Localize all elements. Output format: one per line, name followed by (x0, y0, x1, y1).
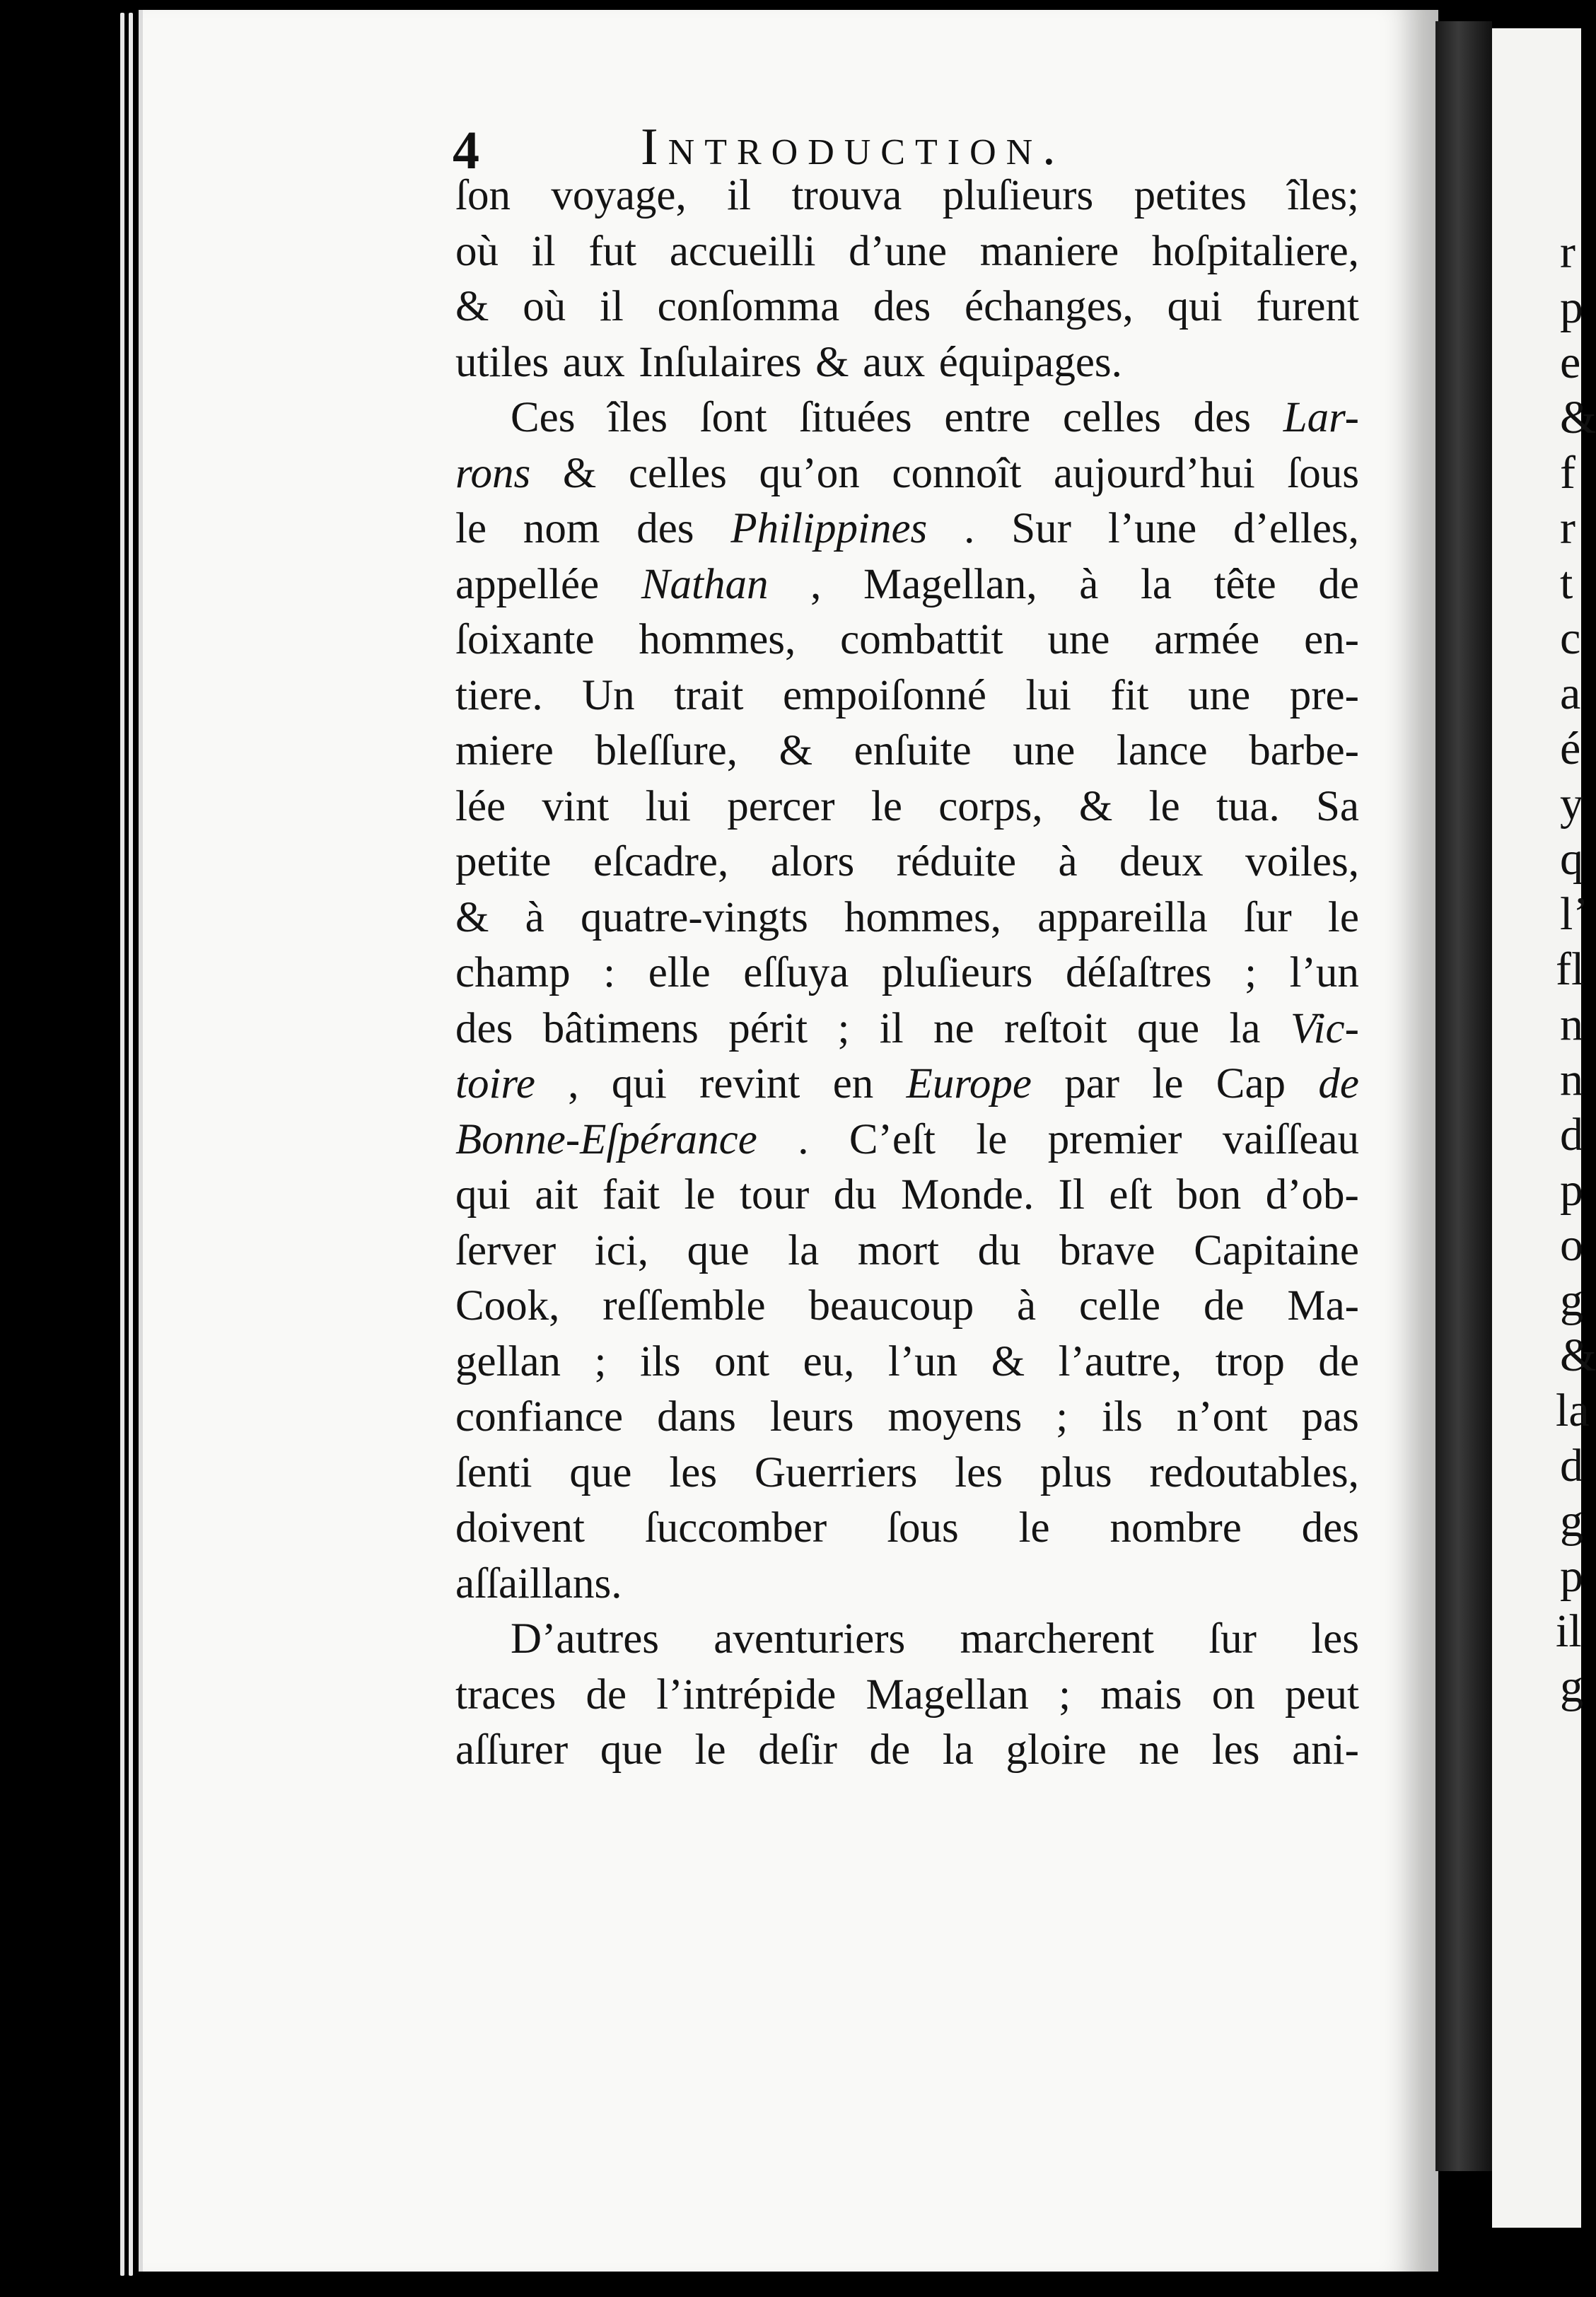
body-text (455, 168, 1359, 1779)
facing-page-letter: d (1560, 1109, 1583, 1161)
word: Monde. (901, 1171, 1035, 1219)
word: trait (674, 671, 744, 719)
word: ani- (1292, 1726, 1359, 1774)
word: le (1148, 782, 1180, 830)
word: armée (1154, 616, 1260, 663)
word: elle (648, 949, 711, 996)
word: une (1188, 671, 1251, 719)
word: eſt (1109, 1171, 1153, 1219)
word: l’un (887, 1337, 958, 1385)
word: Sur (1011, 505, 1071, 552)
word: pre- (1289, 671, 1359, 719)
word: de (1318, 1060, 1359, 1107)
word: marcherent (960, 1615, 1154, 1663)
word: Europe (906, 1060, 1032, 1107)
text-line (455, 1057, 1359, 1112)
word: , (568, 1060, 579, 1107)
word: ici, (594, 1226, 649, 1274)
word: la (788, 1226, 820, 1274)
text-line (455, 446, 1359, 502)
word: que (687, 1226, 750, 1274)
word: l’intrépide (656, 1670, 837, 1719)
word: eſſuya (743, 949, 849, 996)
word: les (955, 1448, 1003, 1496)
word: des (1193, 394, 1251, 441)
word: voyage, (551, 172, 687, 219)
word: deſir (758, 1726, 837, 1774)
word: l’un (1289, 949, 1359, 996)
word: moyens (887, 1393, 1023, 1441)
facing-page-letter: r (1560, 502, 1575, 554)
word: la (942, 1726, 974, 1774)
word: pluſieurs (942, 172, 1094, 219)
word: champ (455, 949, 571, 996)
facing-page-letter: y (1560, 778, 1583, 830)
word: des (636, 505, 694, 552)
word: quatre-vingts (580, 893, 808, 941)
word: ils (1102, 1393, 1143, 1441)
word: confiance (455, 1393, 624, 1441)
word: que (600, 1726, 663, 1774)
word: mort (857, 1226, 940, 1274)
word: rons (455, 449, 531, 497)
facing-page-letter: il (1556, 1605, 1582, 1657)
facing-page-letter: q (1560, 833, 1583, 885)
word: le (1152, 1060, 1184, 1107)
text-line (455, 279, 1359, 335)
word: lui (645, 782, 691, 830)
word: . (798, 1115, 809, 1163)
text-line (455, 612, 1359, 668)
word: trouva (791, 172, 902, 219)
word: maniere (979, 227, 1119, 275)
word: le (684, 1171, 716, 1219)
facing-page-letter: p (1560, 1550, 1583, 1602)
word: percer (727, 782, 835, 830)
word: une (1013, 727, 1076, 774)
word: eſcadre, (593, 838, 729, 885)
word: leurs (769, 1393, 854, 1441)
word: appareilla (1037, 893, 1208, 941)
word: revint (699, 1060, 800, 1107)
page-stack-edge (120, 13, 124, 2276)
word: brave (1059, 1226, 1155, 1274)
word: enſuite (854, 727, 972, 774)
word: Sa (1316, 782, 1359, 830)
word: Ma- (1287, 1282, 1359, 1330)
word: doivent (455, 1504, 585, 1552)
word: il (599, 283, 624, 330)
word: Inſulaires (639, 338, 802, 386)
word: qui (455, 1171, 511, 1219)
word: Philippines (730, 505, 928, 552)
word: gloire (1006, 1726, 1107, 1774)
word: qui (1167, 283, 1223, 330)
word: eu, (803, 1337, 855, 1385)
word: ſituées (799, 394, 912, 441)
word: ; (1059, 1670, 1071, 1719)
word: de (1203, 1282, 1245, 1330)
word: voiles, (1245, 838, 1359, 885)
word: ſur (1243, 893, 1292, 941)
facing-page-fragment (1492, 28, 1596, 2228)
word: du (833, 1171, 877, 1219)
word: Magellan, (863, 560, 1037, 608)
word: ſenti (455, 1448, 532, 1496)
word: le (455, 505, 487, 552)
word: ſuccomber (644, 1504, 827, 1552)
facing-page-letter: g (1560, 1274, 1583, 1326)
facing-page-letter: n (1560, 1054, 1583, 1105)
word: Bonne-Eſpérance (455, 1115, 757, 1163)
facing-page-letter: l’ (1560, 888, 1589, 940)
word: la (1140, 560, 1172, 608)
word: de (869, 1726, 911, 1774)
word: des (1301, 1504, 1359, 1552)
word: petites (1134, 172, 1247, 219)
word: qui (611, 1060, 667, 1107)
word: plus (1039, 1448, 1112, 1496)
text-line (455, 501, 1359, 557)
word: le (1018, 1504, 1050, 1552)
word: réduite (896, 838, 1017, 885)
word: il (879, 1004, 904, 1052)
word: lance (1116, 727, 1208, 774)
word: vaiſſeau (1222, 1115, 1359, 1163)
word: aujourd’hui (1054, 449, 1255, 497)
word: connoît (892, 449, 1022, 497)
text-line (455, 1168, 1359, 1223)
word: à (525, 893, 544, 941)
book-gutter (1435, 21, 1492, 2171)
word: Nathan (641, 560, 769, 608)
word: tour (740, 1171, 810, 1219)
text-line (455, 946, 1359, 1001)
word: C’eſt (849, 1115, 936, 1163)
word: lui (1025, 671, 1071, 719)
text-line (455, 1001, 1359, 1057)
word: par (1064, 1060, 1120, 1107)
word: combattit (840, 616, 1003, 663)
word: la (1229, 1004, 1261, 1052)
word: ſous (887, 1504, 959, 1552)
word: miere (455, 727, 554, 774)
word: le (870, 782, 902, 830)
word: celles (1063, 394, 1161, 441)
text-line (455, 224, 1359, 280)
word: l’une (1107, 505, 1197, 552)
text-line (455, 335, 1359, 391)
word: peut (1284, 1670, 1359, 1719)
text-line (455, 890, 1359, 946)
word: aſſaillans. (455, 1559, 622, 1607)
facing-page-letter: c (1560, 612, 1581, 664)
word: vint (542, 782, 610, 830)
word: échanges, (965, 283, 1134, 330)
word: une (1047, 616, 1110, 663)
word: Il (1058, 1171, 1085, 1219)
word: ſous (1287, 449, 1359, 497)
word: hoſpitaliere, (1151, 227, 1359, 275)
text-line (455, 1334, 1359, 1390)
facing-page-letter: n (1560, 999, 1583, 1050)
word: redoutables, (1149, 1448, 1359, 1496)
word: & (991, 1337, 1025, 1385)
word: îles (607, 394, 668, 441)
word: ; (1245, 949, 1257, 996)
word: il (727, 172, 752, 219)
word: le (1327, 893, 1359, 941)
page-stack-edge (129, 13, 133, 2276)
word: celle (1078, 1282, 1161, 1330)
word: l’autre, (1058, 1337, 1182, 1385)
word: qu’on (759, 449, 860, 497)
word: aſſurer (455, 1726, 569, 1774)
facing-page-letter: & (1560, 1330, 1596, 1381)
word: tiere. (455, 671, 543, 719)
word: ſur (1208, 1615, 1257, 1663)
word: îles; (1287, 172, 1359, 219)
facing-page-letter: t (1560, 557, 1573, 609)
word: & (779, 727, 813, 774)
word: ; (1056, 1393, 1068, 1441)
word: bâtimens (542, 1004, 699, 1052)
word: reſtoit (1003, 1004, 1107, 1052)
word: n’ont (1176, 1393, 1268, 1441)
word: aventuriers (713, 1615, 906, 1663)
word: appellée (455, 560, 600, 608)
text-line (455, 168, 1359, 224)
word: à (1017, 1282, 1037, 1330)
word: tête (1213, 560, 1276, 608)
word: fit (1110, 671, 1149, 719)
word: en- (1304, 616, 1359, 663)
word: fut (588, 227, 637, 275)
word: celles (628, 449, 727, 497)
facing-page-letter: g (1560, 1495, 1583, 1547)
facing-page-letter: a (1560, 668, 1581, 719)
facing-page-letter: & (1560, 392, 1596, 443)
word: alors (770, 838, 855, 885)
text-line (455, 1390, 1359, 1446)
word: les (1211, 1726, 1260, 1774)
facing-page-letter: g (1560, 1661, 1583, 1712)
word: , (810, 560, 822, 608)
word: de (1318, 560, 1359, 608)
word: premier (1047, 1115, 1182, 1163)
word: Vic- (1290, 1004, 1359, 1052)
word: pas (1301, 1393, 1359, 1441)
word: furent (1256, 283, 1359, 330)
facing-page-letter: r (1560, 226, 1575, 278)
word: que (1137, 1004, 1200, 1052)
text-line (455, 835, 1359, 890)
word: de (1318, 1337, 1359, 1385)
word: du (977, 1226, 1021, 1274)
word: traces (455, 1670, 557, 1719)
word: & (1078, 782, 1113, 830)
word: mais (1100, 1670, 1182, 1719)
word: beaucoup (808, 1282, 974, 1330)
facing-page-letter: d (1560, 1440, 1583, 1491)
word: D’autres (511, 1615, 660, 1663)
word: à (1058, 838, 1078, 885)
text-line (455, 1612, 1359, 1668)
word: on (1211, 1670, 1255, 1719)
word: : (603, 949, 616, 996)
word: où (455, 227, 499, 275)
word: lée (455, 782, 506, 830)
word: nom (523, 505, 600, 552)
word: Capitaine (1194, 1226, 1359, 1274)
word: ſont (699, 394, 767, 441)
word: . (964, 505, 975, 552)
word: d’ob- (1265, 1171, 1359, 1219)
text-line (455, 1723, 1359, 1779)
text-line (455, 1668, 1359, 1723)
word: où (523, 283, 566, 330)
word: trop (1215, 1337, 1285, 1385)
facing-page-letter: e (1560, 337, 1581, 388)
word: conſomma (657, 283, 840, 330)
word: les (1311, 1615, 1359, 1663)
text-line (455, 1501, 1359, 1557)
word: & (455, 283, 489, 330)
word: accueilli (669, 227, 816, 275)
facing-page-letter: f (1560, 447, 1575, 499)
word: bon (1176, 1171, 1242, 1219)
word: petite (455, 838, 552, 885)
word: il (531, 227, 556, 275)
facing-page-letter: p (1560, 1164, 1583, 1216)
word: hommes, (639, 616, 796, 663)
word: ait (535, 1171, 578, 1219)
text-line (455, 668, 1359, 724)
word: Ces (511, 394, 576, 441)
facing-page-letter: é (1560, 723, 1581, 774)
word: des (873, 283, 931, 330)
word: à (1079, 560, 1099, 608)
word: Un (582, 671, 635, 719)
word: ſoixante (455, 616, 595, 663)
word: ; (594, 1337, 607, 1385)
word: reſſemble (602, 1282, 766, 1330)
word: Magellan (866, 1670, 1029, 1719)
word: barbe- (1249, 727, 1359, 774)
word: ne (933, 1004, 974, 1052)
facing-page-letter: la (1556, 1385, 1590, 1436)
word: les (669, 1448, 718, 1496)
word: nombre (1109, 1504, 1242, 1552)
word: deux (1119, 838, 1204, 885)
facing-page-letter: fl (1556, 943, 1585, 995)
word: fait (602, 1171, 660, 1219)
text-line (455, 1223, 1359, 1279)
word: aux (863, 338, 926, 386)
word: tua. (1216, 782, 1280, 830)
word: Guerriers (754, 1448, 918, 1496)
word: utiles (455, 338, 549, 386)
text-line (455, 557, 1359, 613)
text-line (455, 1279, 1359, 1334)
word: le (976, 1115, 1008, 1163)
text-line (455, 390, 1359, 446)
word: en (832, 1060, 874, 1107)
word: ſon (455, 172, 511, 219)
word: ſerver (455, 1226, 557, 1274)
word: pluſieurs (881, 949, 1033, 996)
word: Cook, (455, 1282, 560, 1330)
word: Lar- (1283, 394, 1359, 441)
word: bleſſure, (595, 727, 738, 774)
word: entre (944, 394, 1031, 441)
word: & (455, 893, 489, 941)
word: d’elles, (1233, 505, 1359, 552)
word: ont (714, 1337, 770, 1385)
text-line (455, 1112, 1359, 1168)
facing-page-letter: o (1560, 1219, 1583, 1271)
text-line (455, 1557, 1359, 1612)
facing-page-letter: p (1560, 281, 1583, 333)
word: corps, (938, 782, 1043, 830)
word: ; (837, 1004, 850, 1052)
word: gellan (455, 1337, 561, 1385)
word: que (569, 1448, 632, 1496)
word: périt (728, 1004, 808, 1052)
word: des (455, 1004, 513, 1052)
running-head: Introduction. (641, 118, 1066, 176)
word: d’une (849, 227, 948, 275)
word: Cap (1216, 1060, 1286, 1107)
word: hommes, (844, 893, 1002, 941)
word: de (586, 1670, 627, 1719)
word: ne (1138, 1726, 1180, 1774)
word: dans (657, 1393, 736, 1441)
page-number: 4 (453, 121, 479, 180)
word: empoiſonné (782, 671, 986, 719)
word: équipages. (938, 338, 1122, 386)
word: ils (640, 1337, 681, 1385)
text-line (455, 723, 1359, 779)
word: & (562, 449, 597, 497)
word: toire (455, 1060, 535, 1107)
word: & (815, 338, 849, 386)
word: le (694, 1726, 726, 1774)
text-line (455, 1446, 1359, 1501)
word: déſaſtres (1065, 949, 1212, 996)
word: aux (562, 338, 625, 386)
text-line (455, 779, 1359, 835)
